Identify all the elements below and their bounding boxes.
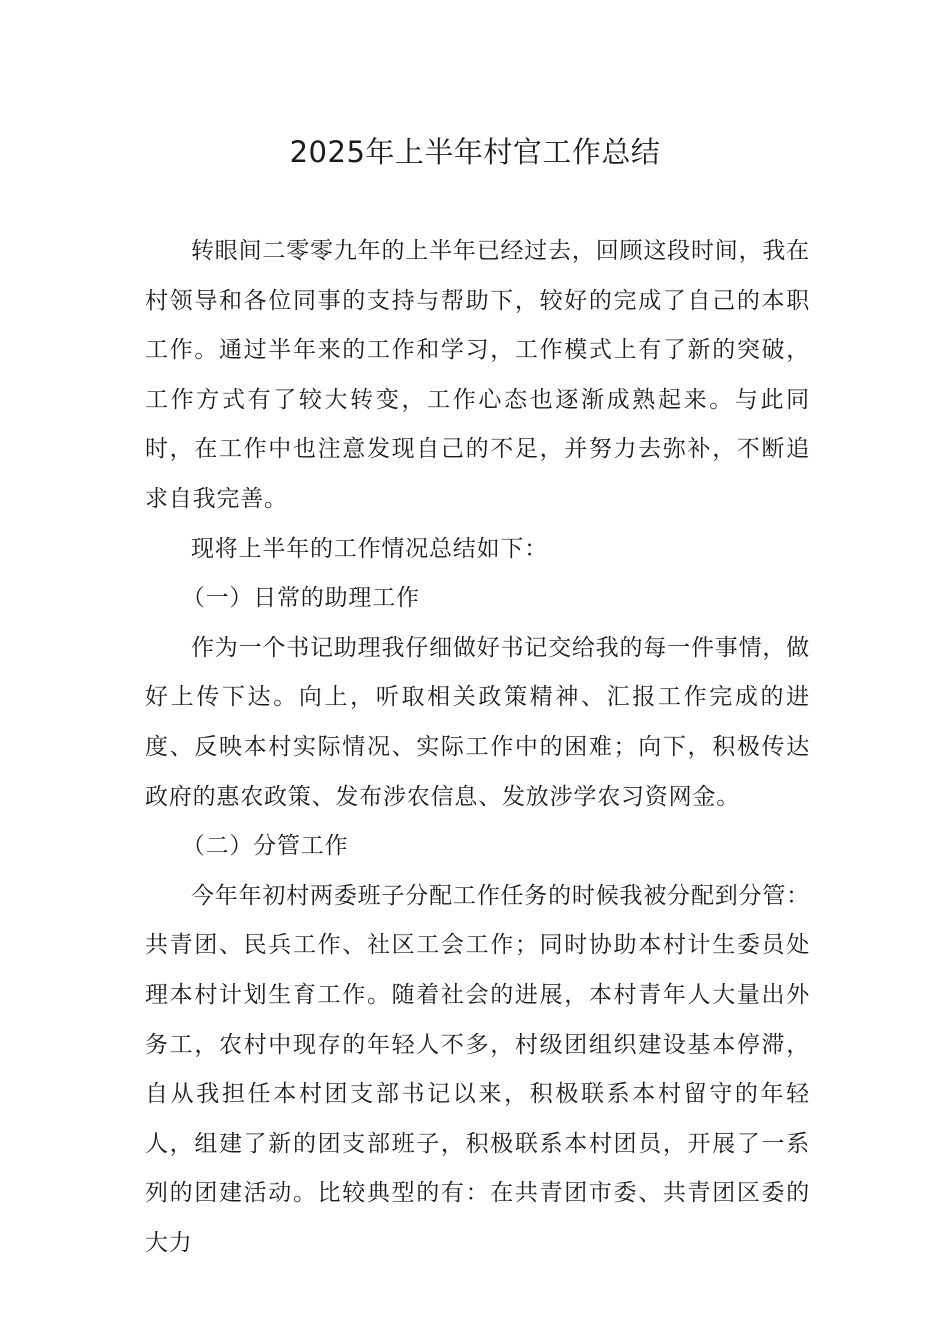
summary-lead-paragraph: 现将上半年的工作情况总结如下： xyxy=(191,535,548,562)
intro-paragraph: 转眼间二零零九年的上半年已经过去，回顾这段时间，我在村领导和各位同事的支持与帮助下，较好的完成了自己的本职工作。通过半年来的工作和学习，工作模式上有了新的突破，工作方式有了较大转变，工作心态也逐渐成熟起来。与此同时，在工作中也注意发现自己的不足，并努力去弥补，不断追求自我完善。 xyxy=(145,238,810,512)
section-heading-daily-work: （一）日常的助理工作 xyxy=(181,585,420,612)
assigned-work-paragraph: 今年年初村两委班子分配工作任务的时候我被分配到分管：共青团、民兵工作、社区工会工作；同时协助本村计生委员处理本村计划生育工作。随着社会的进展，本村青年人大量出外务工，农村中现存的年轻人不多，村级团组织建设基本停滞，自从我担任本村团支部书记以来，积极联系本村留守的年轻人，组建了新的团支部班子，积极联系本村团员，开展了一系列的团建活动。比较典型的有：在共青团市委、共青团区委的大力 xyxy=(145,882,810,1256)
daily-work-paragraph: 作为一个书记助理我仔细做好书记交给我的每一件事情，做好上传下达。向上，听取相关政策精神、汇报工作完成的进度、反映本村实际情况、实际工作中的困难；向下，积极传达政府的惠农政策、发布涉农信息、发放涉学农习资网金。 xyxy=(145,634,810,810)
section-heading-assigned-work: （二）分管工作 xyxy=(181,833,349,860)
document-body xyxy=(145,227,810,1268)
document-title: 2025年上半年村官工作总结 xyxy=(289,135,661,169)
